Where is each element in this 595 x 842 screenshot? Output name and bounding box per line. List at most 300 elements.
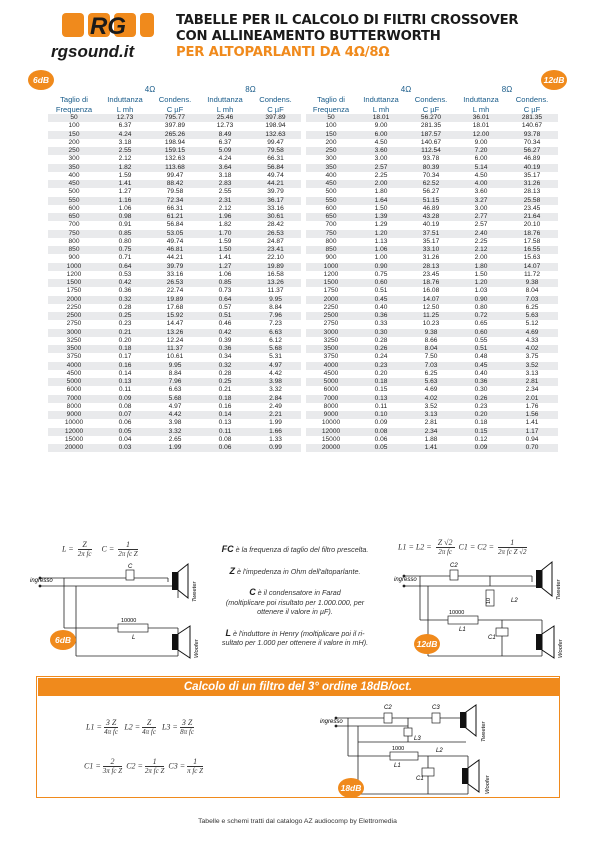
f6-c-label: C = <box>101 544 115 554</box>
c8-cell: 132.63 <box>250 131 301 139</box>
c8-cell: 33.16 <box>267 204 284 212</box>
c4-cell: 265.26 <box>150 131 200 139</box>
c4-cell: 11.25 <box>406 312 456 320</box>
c4-cell: 28.13 <box>406 263 456 271</box>
label-ingresso: ingresso <box>30 578 53 584</box>
table-row <box>48 287 301 295</box>
c8-cell: 4.69 <box>506 329 558 337</box>
c4-cell: 3.13 <box>406 411 456 419</box>
f6-l-num: Z <box>78 540 92 550</box>
l8-cell: 0.20 <box>456 411 506 419</box>
freq-cell: 1000 <box>48 263 100 271</box>
c8-cell: 25.58 <box>506 197 558 205</box>
l8-cell: 0.40 <box>474 369 488 377</box>
c8-cell: 140.67 <box>521 122 543 130</box>
c4-cell: 46.81 <box>150 246 200 254</box>
table-row <box>306 287 558 295</box>
l4-cell: 0.32 <box>100 296 150 304</box>
f18-c1-num: 2 <box>103 757 122 767</box>
c8-cell: 2.01 <box>506 395 558 403</box>
l4-cell: 2.00 <box>356 180 406 188</box>
freq-cell: 2750 <box>323 320 339 328</box>
freq-cell: 7000 <box>48 395 100 403</box>
l4-cell: 1.06 <box>356 246 406 254</box>
c4-cell: 8.04 <box>406 345 456 353</box>
table-row <box>48 296 301 304</box>
c4-cell: 187.57 <box>406 131 456 139</box>
header-lunit: L mh <box>372 104 390 114</box>
formula-12db <box>398 538 529 557</box>
f6-c-den: 2π fc Z <box>118 550 138 558</box>
formula-18db-row1 <box>86 718 196 737</box>
freq-cell: 250 <box>48 147 100 155</box>
c8-cell: 8.04 <box>525 287 539 295</box>
c4-cell: 7.03 <box>406 362 456 370</box>
freq-cell: 3250 <box>323 336 339 344</box>
table-row <box>48 362 301 370</box>
c8-cell: 5.68 <box>250 345 301 353</box>
c4-cell: 10.23 <box>422 320 440 328</box>
label-tweeter: Tweeter <box>481 721 487 742</box>
l8-cell: 0.39 <box>218 336 232 344</box>
l4-cell: 4.24 <box>100 131 150 139</box>
c4-cell: 7.50 <box>424 353 438 361</box>
f12-c-label: C1 = C2 = <box>458 542 495 552</box>
label-ingresso: ingresso <box>320 719 343 725</box>
freq-cell: 850 <box>48 246 100 254</box>
l4-cell: 2.12 <box>118 155 132 163</box>
c8-cell: 39.79 <box>267 188 284 196</box>
c8-cell: 3.32 <box>269 386 282 394</box>
c8-cell: 44.21 <box>250 180 301 188</box>
table-row <box>48 122 301 130</box>
freq-cell: 10000 <box>321 419 341 427</box>
note-fc-label: FC <box>221 544 234 554</box>
freq-cell: 900 <box>68 254 80 262</box>
c4-cell: 56.270 <box>406 114 456 122</box>
table-row <box>306 419 558 427</box>
table-row <box>306 378 558 386</box>
f6-l-label: L = <box>62 544 74 554</box>
c8-cell: 23.41 <box>250 246 301 254</box>
c4-cell: 198.94 <box>164 138 186 146</box>
label-ingresso: ingresso <box>394 577 417 583</box>
freq-cell: 500 <box>68 188 80 196</box>
logo-text: rgsound.it <box>51 42 135 61</box>
table-row <box>306 329 558 337</box>
f18-c3-label: C3 = <box>168 761 186 771</box>
c4-cell: 33.10 <box>406 246 456 254</box>
header-lunit: L mh <box>116 104 134 114</box>
l4-cell: 0.18 <box>100 345 150 353</box>
f18-c3-num: 1 <box>187 757 203 767</box>
c8-cell: 3.13 <box>525 369 539 377</box>
l8-cell: 2.57 <box>474 221 488 229</box>
c8-cell: 16.55 <box>506 246 558 254</box>
c8-cell: 3.75 <box>525 353 539 361</box>
header-cond: Condens. <box>515 95 549 104</box>
l4-cell: 0.07 <box>100 411 150 419</box>
c4-cell: 31.26 <box>422 254 440 262</box>
l8-cell: 8.49 <box>200 131 250 139</box>
table-row <box>306 172 558 180</box>
l4-cell: 1.27 <box>118 188 132 196</box>
l8-cell: 1.50 <box>474 270 488 278</box>
c4-cell: 159.15 <box>150 147 200 155</box>
l8-cell: 1.59 <box>218 237 232 245</box>
c8-cell: 93.78 <box>506 131 558 139</box>
l4-cell: 0.25 <box>100 312 150 320</box>
c4-cell: 46.89 <box>422 204 440 212</box>
freq-cell: 1000 <box>306 263 356 271</box>
l8-cell: 0.46 <box>218 320 232 328</box>
l8-cell: 1.03 <box>474 287 488 295</box>
c4-cell: 1.41 <box>406 444 456 452</box>
c4-cell: 7.96 <box>150 378 200 386</box>
l8-cell: 0.25 <box>200 378 250 386</box>
note-c3: ottenere il valore in µF). <box>257 607 333 616</box>
label-l1: L1 <box>459 627 466 633</box>
c8-cell: 0.99 <box>250 444 301 452</box>
l8-cell: 0.65 <box>474 320 488 328</box>
freq-cell: 700 <box>325 221 337 229</box>
c8-cell: 28.13 <box>523 188 541 196</box>
l8-cell: 0.51 <box>456 345 506 353</box>
badge-12db: 12dB <box>541 70 567 90</box>
label-r1000: 1000 <box>392 746 405 752</box>
label-tweeter: Tweeter <box>192 581 198 602</box>
l8-cell: 0.85 <box>200 279 250 287</box>
l4-cell: 0.20 <box>374 369 388 377</box>
c4-cell: 3.52 <box>424 402 438 410</box>
l8-cell: 2.12 <box>218 204 232 212</box>
c8-cell: 5.12 <box>525 320 539 328</box>
f12-l-label: L1 = L2 = <box>398 542 432 552</box>
f18-l1-num: 3 Z <box>105 718 117 727</box>
freq-cell: 3250 <box>66 336 82 344</box>
badge-6db-circuit: 6dB <box>50 630 76 650</box>
l4-cell: 0.36 <box>118 287 132 295</box>
c8-cell: 36.17 <box>250 197 301 205</box>
l4-cell: 0.20 <box>118 336 132 344</box>
c8-cell: 21.64 <box>506 213 558 221</box>
c8-cell: 281.35 <box>506 114 558 122</box>
freq-cell: 2750 <box>66 320 82 328</box>
l8-cell: 36.01 <box>456 114 506 122</box>
l8-cell: 0.32 <box>200 362 250 370</box>
l8-cell: 0.16 <box>218 402 232 410</box>
freq-cell: 500 <box>325 188 337 196</box>
badge-18db: 18dB <box>338 778 364 798</box>
l4-cell: 0.06 <box>118 419 132 427</box>
f18-l3-label: L3 = <box>161 722 178 732</box>
header-cond: Condens. <box>158 95 192 104</box>
l4-cell: 0.11 <box>374 402 388 410</box>
l4-cell: 12.73 <box>100 114 150 122</box>
c4-cell: 22.74 <box>166 287 184 295</box>
l8-cell: 0.72 <box>456 312 506 320</box>
label-c: C <box>128 564 133 570</box>
c4-cell: 44.21 <box>166 254 184 262</box>
c4-cell: 56.27 <box>422 188 440 196</box>
l4-cell: 0.15 <box>374 386 388 394</box>
c8-cell: 4.42 <box>269 369 282 377</box>
c8-cell: 7.03 <box>506 296 558 304</box>
c8-cell: 11.72 <box>523 270 540 278</box>
freq-cell: 1200 <box>323 270 339 278</box>
c4-cell: 33.16 <box>166 270 184 278</box>
l8-cell: 0.23 <box>474 402 488 410</box>
freq-cell: 900 <box>325 254 337 262</box>
freq-cell: 3500 <box>306 345 356 353</box>
l8-cell: 7.20 <box>456 147 506 155</box>
header-cunit: C µF <box>267 104 284 114</box>
c8-cell: 23.45 <box>523 204 541 212</box>
c4-cell: 16.08 <box>422 287 440 295</box>
l4-cell: 0.03 <box>100 444 150 452</box>
label-c1: C1 <box>488 635 496 641</box>
l8-cell: 0.12 <box>474 435 488 443</box>
l8-cell: 0.55 <box>474 336 488 344</box>
table-row <box>306 221 558 229</box>
c4-cell: 13.26 <box>150 329 200 337</box>
l8-cell: 25.46 <box>200 114 250 122</box>
header-cond: Condens. <box>259 95 292 104</box>
c8-cell: 24.87 <box>267 237 284 245</box>
c4-cell: 66.31 <box>166 204 184 212</box>
freq-cell: 5000 <box>306 378 356 386</box>
f18-l2-den: 4π fc <box>142 728 156 736</box>
c8-cell: 3.98 <box>250 378 301 386</box>
c4-cell: 26.53 <box>150 279 200 287</box>
freq-cell: 750 <box>48 230 100 238</box>
c8-cell: 1.17 <box>506 428 558 436</box>
l4-cell: 1.39 <box>356 213 406 221</box>
table-row <box>48 139 301 147</box>
l8-cell: 0.13 <box>218 419 232 427</box>
c4-cell: 80.39 <box>406 164 456 172</box>
freq-cell: 15000 <box>321 435 341 443</box>
l8-cell: 4.50 <box>474 171 488 179</box>
c4-cell: 2.34 <box>406 428 456 436</box>
l4-cell: 0.04 <box>118 435 132 443</box>
l4-cell: 0.09 <box>100 395 150 403</box>
table-row <box>306 197 558 205</box>
l4-cell: 2.57 <box>356 164 406 172</box>
c8-cell: 9.38 <box>506 279 558 287</box>
c4-cell: 4.69 <box>424 386 438 394</box>
l8-cell: 0.11 <box>200 428 250 436</box>
l8-cell: 1.41 <box>218 254 232 262</box>
f6-l-den: 2π fc <box>77 550 92 558</box>
table-row <box>48 155 301 163</box>
label-c1: C1 <box>416 776 424 782</box>
c4-cell: 10.61 <box>166 353 184 361</box>
freq-cell: 1750 <box>323 287 339 295</box>
table-row <box>48 188 301 196</box>
c4-cell: 61.21 <box>150 213 200 221</box>
logo-mark: RG <box>90 13 126 40</box>
table-row <box>306 180 558 188</box>
freq-cell: 3750 <box>66 353 82 361</box>
c8-cell: 4.97 <box>250 362 301 370</box>
l8-cell: 0.26 <box>456 395 506 403</box>
l4-cell: 0.11 <box>118 386 132 394</box>
f18-c3-den: π fc Z <box>187 767 204 775</box>
title-line-2: CON ALLINEAMENTO BUTTERWORTH <box>176 29 441 44</box>
freq-cell: 100 <box>325 122 337 130</box>
freq-cell: 550 <box>48 197 100 205</box>
c8-cell: 1.76 <box>525 402 539 410</box>
l8-cell: 18.01 <box>472 122 490 130</box>
c4-cell: 5.63 <box>406 378 456 386</box>
table-row <box>48 378 301 386</box>
c4-cell: 3.98 <box>168 419 182 427</box>
l4-cell: 0.90 <box>356 263 406 271</box>
l8-cell: 0.09 <box>456 444 506 452</box>
l8-cell: 1.82 <box>218 221 232 229</box>
c4-cell: 112.54 <box>406 147 456 155</box>
c8-cell: 19.89 <box>250 263 301 271</box>
freq-cell: 1500 <box>306 279 356 287</box>
c8-cell: 46.89 <box>523 155 541 163</box>
freq-cell: 350 <box>48 164 100 172</box>
notes <box>200 545 390 648</box>
l8-cell: 0.73 <box>218 287 232 295</box>
freq-cell: 4500 <box>66 369 82 377</box>
l8-cell: 0.08 <box>218 435 232 443</box>
freq-cell: 1500 <box>48 279 100 287</box>
table-row <box>48 444 301 452</box>
table-row <box>306 122 558 130</box>
c4-cell: 19.89 <box>150 296 200 304</box>
c4-cell: 35.17 <box>422 237 440 245</box>
l8-cell: 2.12 <box>456 246 506 254</box>
table-row <box>48 213 301 221</box>
c8-cell: 4.02 <box>506 345 558 353</box>
c4-cell: 6.25 <box>424 369 438 377</box>
f12-c-den: 2π fc Z √2 <box>498 548 527 556</box>
c4-cell: 43.28 <box>406 213 456 221</box>
table-row <box>48 312 301 320</box>
note-fc: è la frequenza di taglio del filtro prescelta. <box>233 545 369 554</box>
c8-cell: 99.47 <box>267 138 284 146</box>
freq-cell: 20000 <box>48 444 100 452</box>
c8-cell: 2.81 <box>506 378 558 386</box>
c8-cell: 22.10 <box>267 254 284 262</box>
c8-cell: 6.63 <box>250 329 301 337</box>
header-cunit: C µF <box>422 104 440 114</box>
header-freq: Taglio di <box>317 95 345 104</box>
c8-cell: 1.33 <box>269 435 282 443</box>
l8-cell: 1.70 <box>200 230 250 238</box>
header-4ohm: 4Ω <box>400 85 412 94</box>
l8-cell: 2.31 <box>200 197 250 205</box>
l4-cell: 0.42 <box>100 279 150 287</box>
l4-cell: 1.59 <box>118 171 132 179</box>
c8-cell: 20.10 <box>523 221 541 229</box>
f18-l3-num: 3 Z <box>181 718 193 727</box>
l8-cell: 5.14 <box>456 164 506 172</box>
table-row <box>48 131 301 139</box>
c8-cell: 2.49 <box>269 402 282 410</box>
note-l2: sultato per 1.000 per ottenere il valore in mH). <box>221 638 369 647</box>
note-l-label: L <box>225 627 231 638</box>
c4-cell: 1.88 <box>424 435 438 443</box>
c4-cell: 4.02 <box>406 395 456 403</box>
label-l2: L2 <box>436 748 443 754</box>
label-c2: C2 <box>384 705 392 711</box>
c4-cell: 51.15 <box>406 197 456 205</box>
l8-cell: 0.48 <box>474 353 488 361</box>
freq-cell: 300 <box>68 155 80 163</box>
table-row <box>306 263 558 271</box>
c4-cell: 795.77 <box>150 114 200 122</box>
l4-cell: 0.36 <box>356 312 406 320</box>
freq-cell: 2000 <box>48 296 100 304</box>
l4-cell: 0.10 <box>356 411 406 419</box>
note-c-label: C <box>249 587 256 597</box>
f12-l-den: 2π fc <box>438 548 453 556</box>
freq-cell: 800 <box>325 237 337 245</box>
table-row <box>306 353 558 361</box>
table-row <box>306 428 558 436</box>
freq-cell: 12000 <box>306 428 356 436</box>
table-row <box>48 164 301 172</box>
c8-cell: 1.56 <box>506 411 558 419</box>
table-row <box>306 411 558 419</box>
table-row <box>306 164 558 172</box>
table-row <box>306 395 558 403</box>
table-row <box>48 254 301 262</box>
l8-cell: 4.24 <box>218 155 232 163</box>
c4-cell: 12.24 <box>166 336 184 344</box>
l4-cell: 18.01 <box>356 114 406 122</box>
freq-cell: 4000 <box>48 362 100 370</box>
table-row <box>306 386 558 394</box>
c8-cell: 7.96 <box>250 312 301 320</box>
freq-cell: 12000 <box>48 428 100 436</box>
c4-cell: 140.67 <box>420 138 442 146</box>
l4-cell: 2.55 <box>100 147 150 155</box>
l8-cell: 1.80 <box>456 263 506 271</box>
page-title <box>176 13 556 61</box>
freq-cell: 10000 <box>64 419 84 427</box>
table-row <box>48 205 301 213</box>
table-row <box>306 337 558 345</box>
l4-cell: 0.60 <box>356 279 406 287</box>
freq-cell: 2250 <box>66 303 82 311</box>
freq-cell: 650 <box>48 213 100 221</box>
note-z-label: Z <box>229 565 236 576</box>
freq-cell: 400 <box>68 171 80 179</box>
l8-cell: 2.77 <box>456 213 506 221</box>
freq-cell: 800 <box>68 237 80 245</box>
badge-12db-circuit: 12dB <box>414 634 440 654</box>
label-woofer: Woofer <box>558 639 564 658</box>
c8-cell: 198.94 <box>265 122 286 130</box>
c8-cell: 17.58 <box>523 237 541 245</box>
l4-cell: 0.16 <box>100 362 150 370</box>
l8-cell: 0.34 <box>218 353 232 361</box>
table-row <box>306 147 558 155</box>
c4-cell: 23.45 <box>422 270 440 278</box>
l4-cell: 0.85 <box>100 230 150 238</box>
c8-cell: 26.53 <box>250 230 301 238</box>
l8-cell: 6.00 <box>474 155 488 163</box>
title-line-1: TABELLE PER IL CALCOLO DI FILTRI CROSSOVER <box>176 13 519 28</box>
c8-cell: 7.23 <box>269 320 282 328</box>
